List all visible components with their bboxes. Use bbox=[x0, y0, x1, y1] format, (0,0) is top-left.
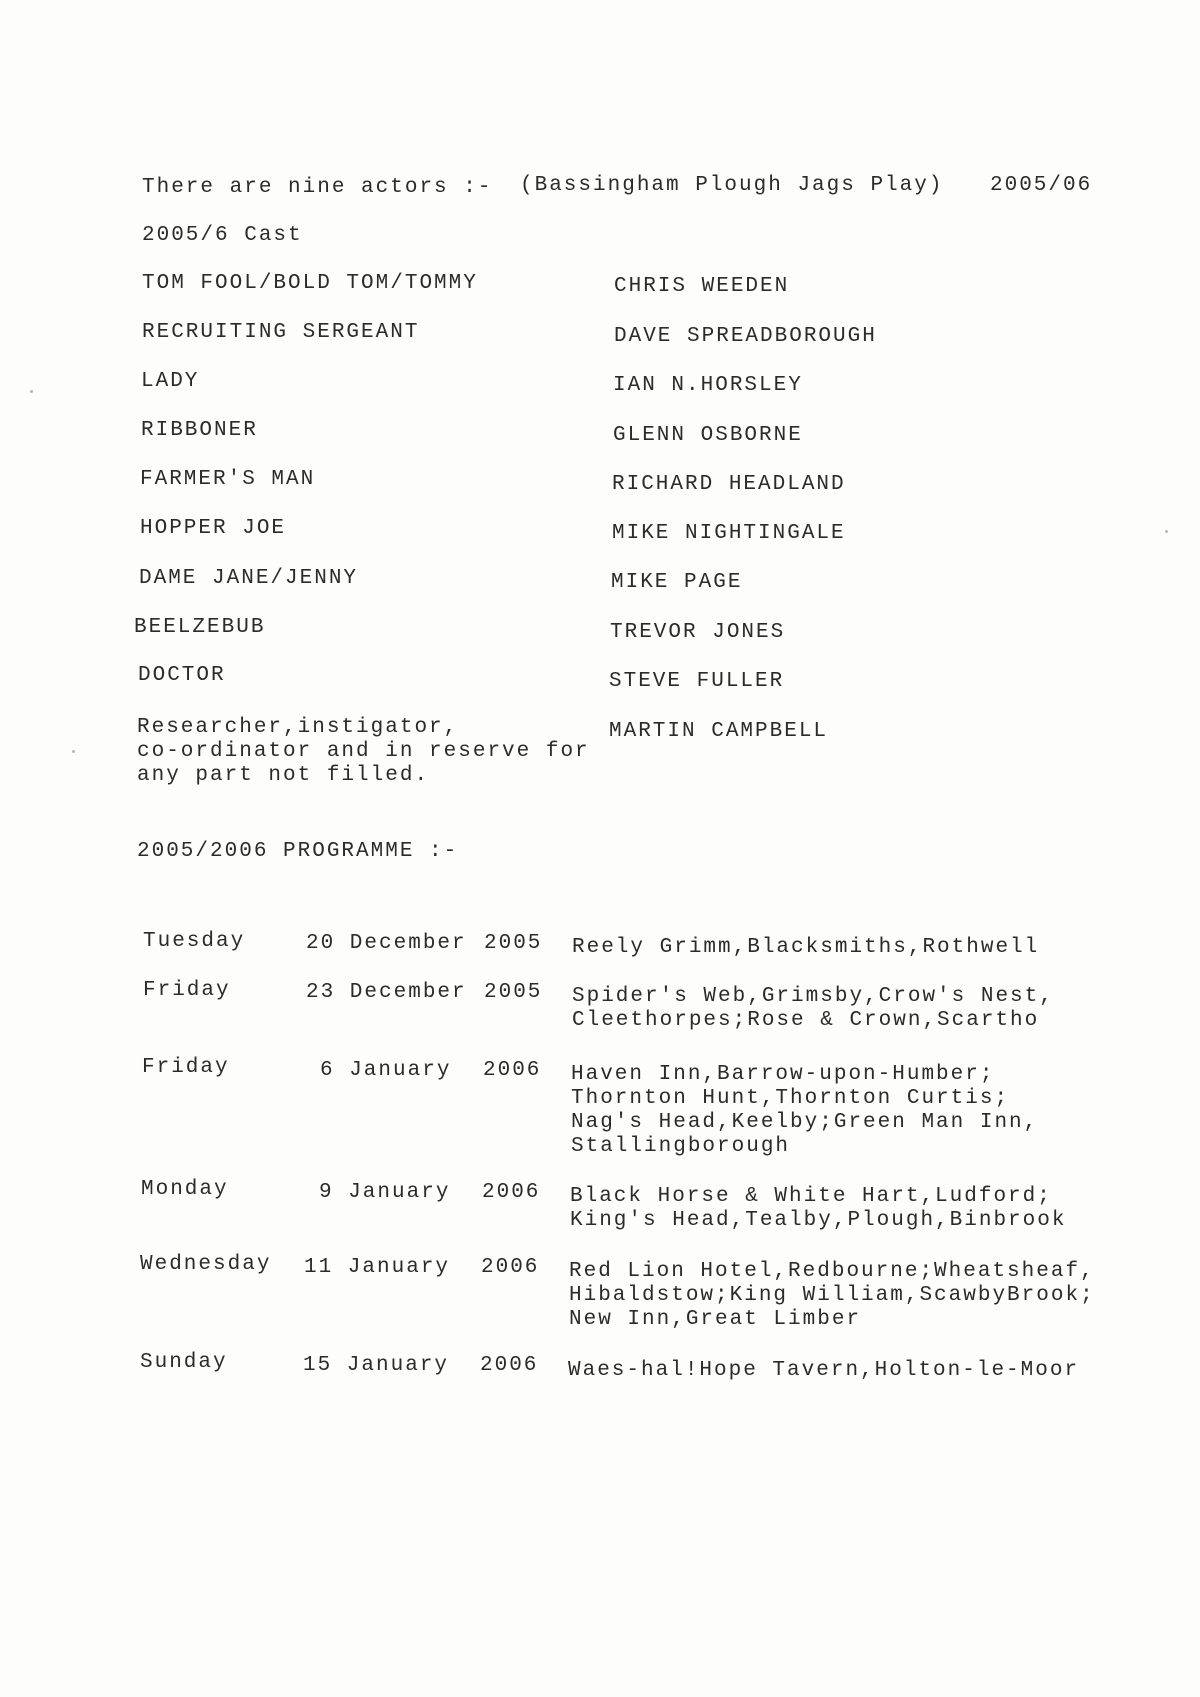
cast-role: TOM FOOL/BOLD TOM/TOMMY bbox=[142, 272, 478, 295]
cast-role: FARMER'S MAN bbox=[140, 468, 316, 491]
programme-venues: Waes-hal!Hope Tavern,Holton-le-Moor bbox=[568, 1359, 1080, 1382]
programme-date: 15 January bbox=[303, 1354, 450, 1377]
programme-day: Wednesday bbox=[140, 1253, 272, 1276]
cast-actor: IAN N.HORSLEY bbox=[613, 374, 803, 397]
cast-actor: RICHARD HEADLAND bbox=[612, 473, 846, 496]
cast-actor: GLENN OSBORNE bbox=[613, 424, 803, 447]
programme-venues: Spider's Web,Grimsby,Crow's Nest, Cleethorpes;Rose & Crown,Scartho bbox=[572, 985, 1054, 1032]
cast-role: DAME JANE/JENNY bbox=[139, 567, 359, 590]
programme-day: Friday bbox=[142, 1056, 230, 1079]
programme-day: Monday bbox=[141, 1178, 229, 1201]
scan-speck bbox=[72, 750, 75, 753]
cast-actor: DAVE SPREADBOROUGH bbox=[614, 325, 877, 348]
programme-year: 2006 bbox=[482, 1181, 541, 1204]
programme-year: 2006 bbox=[481, 1256, 540, 1279]
programme-day: Friday bbox=[143, 979, 231, 1002]
programme-year: 2005 bbox=[484, 981, 543, 1004]
programme-venues: Haven Inn,Barrow-upon-Humber; Thornton Hunt,Thornton Curtis; Nag's Head,Keelby;Green Man Inn, Stallingborough bbox=[571, 1063, 1039, 1158]
cast-role: LADY bbox=[141, 370, 200, 393]
programme-year: 2006 bbox=[480, 1354, 539, 1377]
programme-date: 20 December bbox=[306, 932, 467, 955]
cast-role: DOCTOR bbox=[138, 664, 226, 687]
cast-actor: TREVOR JONES bbox=[610, 621, 786, 644]
programme-date: 9 January bbox=[319, 1181, 451, 1204]
play-title: (Bassingham Plough Jags Play) bbox=[520, 174, 944, 197]
programme-venues: Black Horse & White Hart,Ludford; King's Head,Tealby,Plough,Binbrook bbox=[570, 1185, 1067, 1232]
programme-date: 11 January bbox=[304, 1256, 451, 1279]
researcher-role: Researcher,instigator, co-ordinator and in reserve for any part not filled. bbox=[137, 716, 590, 787]
programme-date: 6 January bbox=[320, 1059, 452, 1082]
cast-actor: STEVE FULLER bbox=[609, 670, 785, 693]
programme-day: Tuesday bbox=[143, 930, 246, 953]
cast-role: RECRUITING SERGEANT bbox=[142, 321, 420, 344]
cast-actor: CHRIS WEEDEN bbox=[614, 275, 790, 298]
cast-role: HOPPER JOE bbox=[140, 517, 287, 540]
programme-year: 2005 bbox=[484, 932, 543, 955]
cast-heading: 2005/6 Cast bbox=[142, 224, 303, 247]
programme-venues: Reely Grimm,Blacksmiths,Rothwell bbox=[572, 936, 1040, 959]
cast-role: RIBBONER bbox=[141, 419, 258, 442]
season-label: 2005/06 bbox=[990, 174, 1093, 197]
programme-date: 23 December bbox=[306, 981, 467, 1004]
cast-role: BEELZEBUB bbox=[134, 616, 266, 639]
cast-actor: MIKE NIGHTINGALE bbox=[612, 522, 846, 545]
cast-actor: MIKE PAGE bbox=[611, 571, 743, 594]
scan-speck bbox=[1165, 530, 1168, 533]
intro-text: There are nine actors :- bbox=[142, 176, 493, 199]
researcher-actor: MARTIN CAMPBELL bbox=[609, 720, 829, 743]
programme-year: 2006 bbox=[483, 1059, 542, 1082]
scan-speck bbox=[30, 390, 33, 393]
programme-venues: Red Lion Hotel,Redbourne;Wheatsheaf, Hibaldstow;King William,ScawbyBrook; New Inn,Great Limber bbox=[569, 1260, 1095, 1331]
programme-heading: 2005/2006 PROGRAMME :- bbox=[137, 840, 459, 863]
programme-day: Sunday bbox=[140, 1351, 228, 1374]
